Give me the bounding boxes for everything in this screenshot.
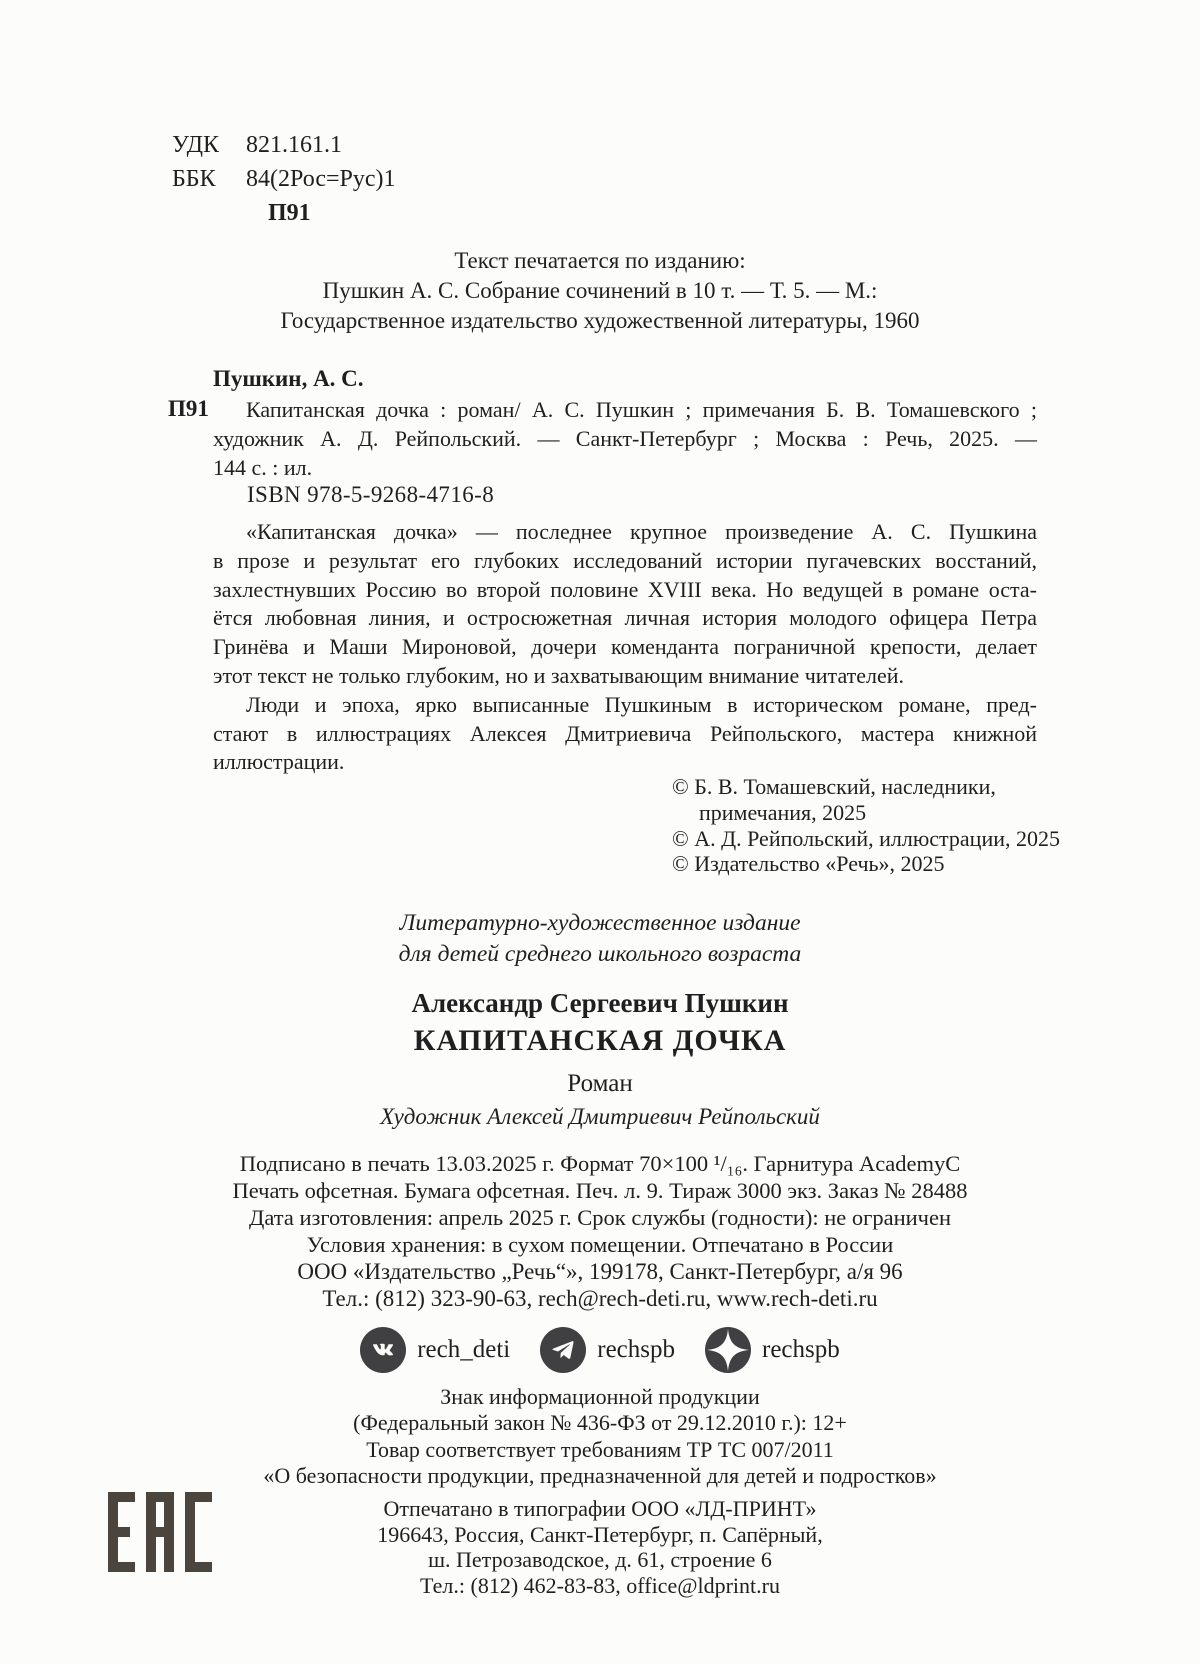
info-sign-line: Знак информационной продукции bbox=[440, 1384, 760, 1409]
print-info-line: Дата изготовления: апрель 2025 г. Срок службы (годности): не ограничен bbox=[248, 1205, 952, 1230]
book-subtitle: Роман bbox=[567, 1070, 633, 1097]
bbk-row bbox=[172, 162, 396, 196]
social-item-vk bbox=[360, 1327, 510, 1373]
udk-label: УДК bbox=[172, 132, 219, 158]
isbn: ISBN 978-5-9268-4716-8 bbox=[247, 482, 495, 507]
printer-line: Отпечатано в типографии ООО «ЛД-ПРИНТ» bbox=[383, 1496, 817, 1521]
telegram-icon bbox=[540, 1327, 586, 1373]
udk-row bbox=[172, 128, 396, 162]
social-item-dzen bbox=[705, 1327, 840, 1373]
edition-note bbox=[0, 908, 1200, 970]
info-sign-line: «О безопасности продукции, предназначенной для детей и подростков» bbox=[263, 1462, 937, 1488]
source-note bbox=[0, 246, 1200, 336]
print-info-line: Печать офсетная. Бумага офсетная. Печ. л. 9. Тираж 3000 экз. Заказ № 28488 bbox=[232, 1178, 968, 1203]
print-info-line: Подписано в печать 13.03.2025 г. Формат 70×100 ¹/₁₆. Гарнитура AcademyC bbox=[239, 1151, 961, 1176]
annotation-line: этот текст не только глубоким, но и захватывающим внимание читателей. bbox=[213, 662, 905, 688]
catalog-entry-line: Капитанская дочка : роман/ А. С. Пушкин ; примечания Б. В. Томашевского ; bbox=[246, 397, 1037, 422]
eac-mark-icon bbox=[108, 1492, 212, 1572]
publisher-line: Тел.: (812) 323-90-63, rech@rech-deti.ru, www.rech-deti.ru bbox=[322, 1286, 878, 1311]
dzen-icon bbox=[705, 1327, 751, 1373]
info-sign-line: Товар соответствует требованиям ТР ТС 007/2011 bbox=[366, 1436, 834, 1462]
vk-icon bbox=[360, 1327, 406, 1373]
annotation-line: Люди и эпоха, ярко выписанные Пушкиным в историческом романе, пред- bbox=[246, 691, 1037, 717]
index-row bbox=[172, 196, 396, 230]
annotation-line: Гринёва и Маши Мироновой, дочери коменданта пограничной крепости, делает bbox=[213, 634, 1037, 660]
book-title: КАПИТАНСКАЯ ДОЧКА bbox=[413, 1024, 787, 1057]
source-note-line: Пушкин А. С. Собрание сочинений в 10 т. — Т. 5. — М.: bbox=[322, 278, 878, 303]
info-sign-line: (Федеральный закон № 436-ФЗ от 29.12.2010 г.): 12+ bbox=[353, 1410, 847, 1436]
udk-value: 821.161.1 bbox=[246, 132, 342, 158]
copyright-block bbox=[672, 774, 1060, 877]
social-item-telegram bbox=[540, 1327, 675, 1373]
source-note-line: Текст печатается по изданию: bbox=[454, 248, 746, 273]
index-spacer bbox=[172, 196, 246, 230]
copyright-line: © А. Д. Рейпольский, иллюстрации, 2025 bbox=[672, 825, 1060, 851]
printer-line: Тел.: (812) 462-83-83, office@ldprint.ru bbox=[420, 1572, 780, 1598]
social-row bbox=[0, 1324, 1200, 1376]
edition-line: для детей среднего школьного возраста bbox=[398, 941, 802, 967]
annotation-line: захлестнувших Россию во второй половине XVIII века. Но ведущей в романе оста- bbox=[213, 576, 1037, 602]
book-artist: Художник Алексей Дмитриевич Рейпольский bbox=[380, 1104, 820, 1129]
annotation-line: в прозе и результат его глубоких исследований истории пугачевских восстаний, bbox=[213, 547, 1037, 573]
social-handle: rechspb bbox=[762, 1336, 840, 1363]
annotation bbox=[213, 518, 1037, 777]
copyright-line: примечания, 2025 bbox=[699, 799, 867, 825]
social-handle: rech_deti bbox=[417, 1336, 511, 1363]
copyright-line: © Издательство «Речь», 2025 bbox=[672, 851, 945, 877]
social-handle: rechspb bbox=[597, 1336, 675, 1363]
annotation-line: иллюстрации. bbox=[213, 749, 345, 775]
book-author: Александр Сергеевич Пушкин bbox=[411, 988, 789, 1018]
bbk-label: ББК bbox=[172, 166, 216, 192]
copyright-line: © Б. В. Томашевский, наследники, bbox=[672, 774, 996, 799]
classification-block bbox=[172, 128, 396, 230]
catalog-entry-line: 144 с. : ил. bbox=[213, 454, 313, 480]
annotation-line: ётся любовная линия, и остросюжетная личная история молодого офицера Петра bbox=[213, 605, 1037, 631]
edition-line: Литературно-художественное издание bbox=[399, 910, 801, 936]
catalog-entry-line: художник А. Д. Рейпольский. — Санкт-Петербург ; Москва : Речь, 2025. — bbox=[213, 425, 1037, 451]
print-info bbox=[0, 1150, 1200, 1258]
print-info-line: Условия хранения: в сухом помещении. Отпечатано в России bbox=[306, 1232, 894, 1257]
catalog-index: П91 bbox=[168, 396, 209, 421]
publisher-line: ООО «Издательство „Речь“», 199178, Санкт-Петербург, а/я 96 bbox=[297, 1259, 903, 1284]
printer-line: ш. Петрозаводское, д. 61, строение 6 bbox=[428, 1547, 772, 1572]
publisher-contact bbox=[0, 1258, 1200, 1312]
catalog-entry bbox=[213, 396, 1037, 482]
info-product-sign bbox=[0, 1384, 1200, 1489]
annotation-line: «Капитанская дочка» — последнее крупное произведение А. С. Пушкина bbox=[246, 519, 1037, 544]
source-note-line: Государственное издательство художественной литературы, 1960 bbox=[280, 308, 920, 333]
bbk-value: 84(2Рос=Рус)1 bbox=[246, 166, 396, 192]
author-index: П91 bbox=[268, 200, 311, 226]
annotation-line: стают в иллюстрациях Алексея Дмитриевича Рейпольского, мастера книжной bbox=[213, 720, 1037, 746]
printer-line: 196643, Россия, Санкт-Петербург, п. Сапёрный, bbox=[377, 1521, 823, 1547]
catalog-author: Пушкин, А. С. bbox=[213, 366, 364, 391]
